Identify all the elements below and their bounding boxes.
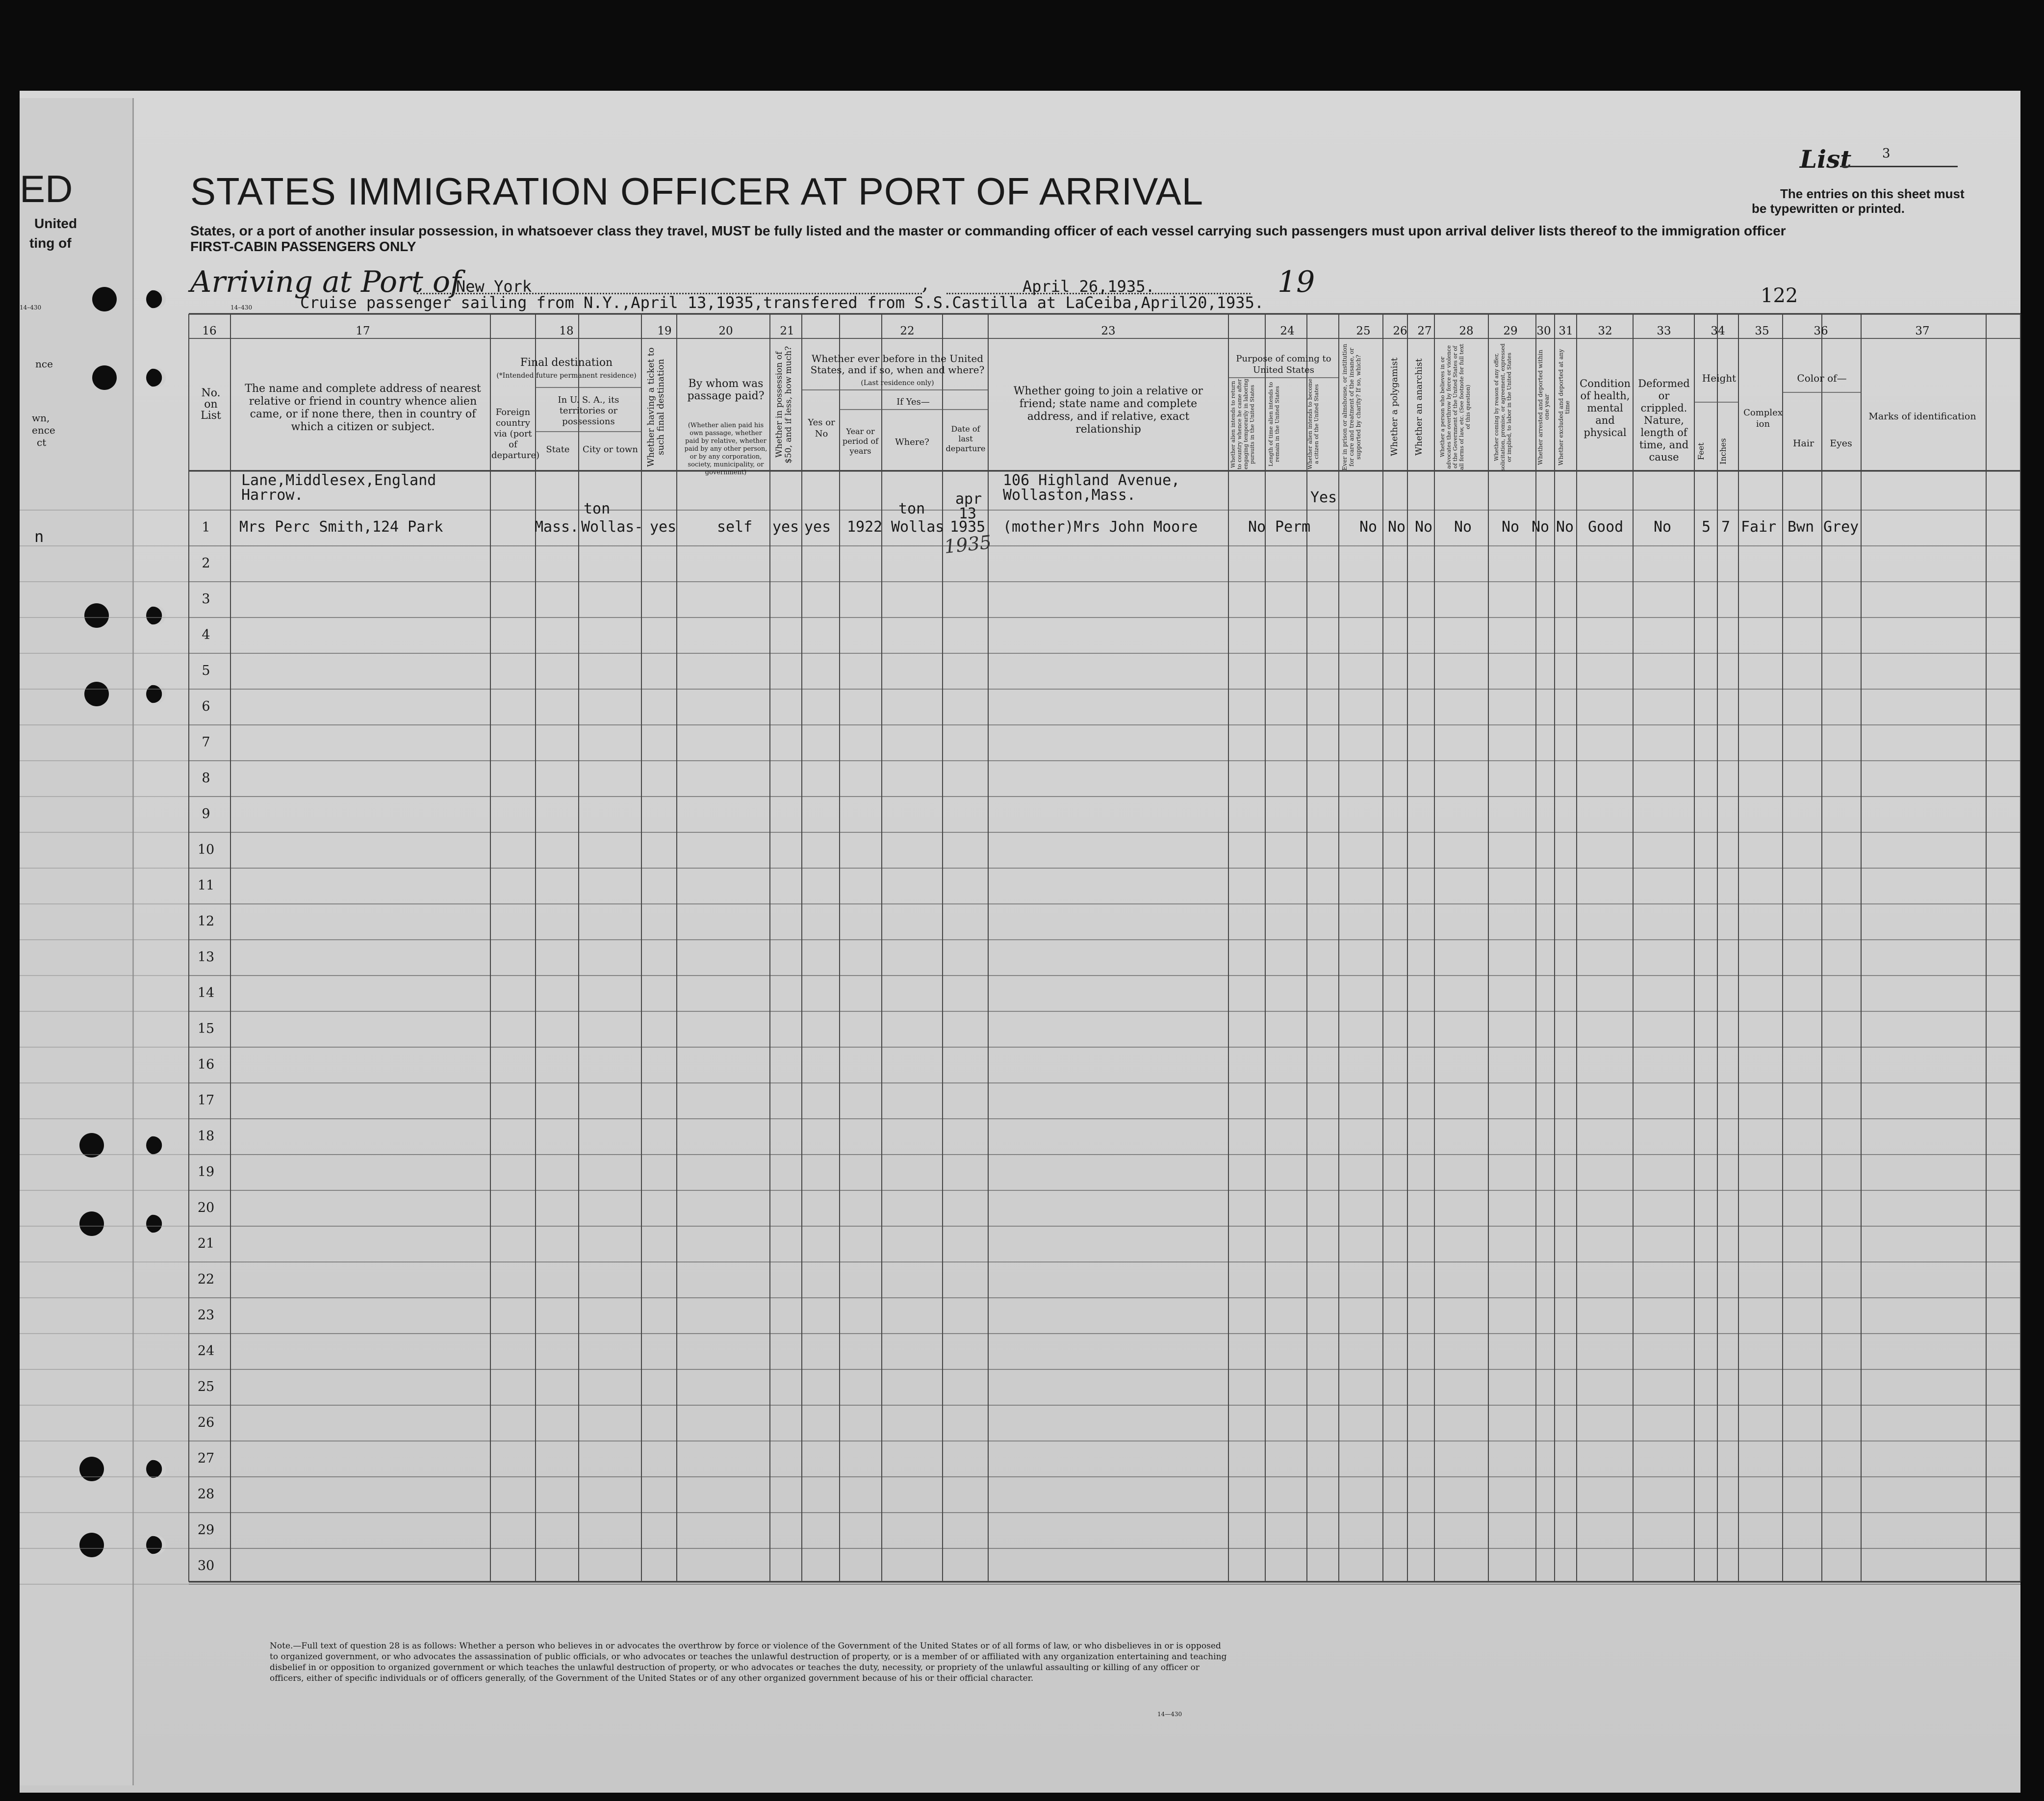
column-number: 33 bbox=[1657, 325, 1671, 337]
stub-text: n bbox=[34, 527, 44, 546]
year-value: 1922 bbox=[847, 518, 883, 536]
column-number: 16 bbox=[202, 325, 217, 337]
col33-header: Deformed or crippled. Nature, length of time, and cause bbox=[1638, 378, 1690, 463]
row-number: 2 bbox=[202, 556, 210, 571]
row-number: 8 bbox=[202, 771, 210, 786]
anarchist-value: No bbox=[1415, 518, 1433, 536]
stub-heading: ED bbox=[20, 167, 73, 210]
row-number: 26 bbox=[197, 1415, 215, 1430]
col34-inches: Inches bbox=[1718, 438, 1728, 464]
col36-hair: Hair bbox=[1792, 438, 1814, 449]
row-number: 4 bbox=[202, 627, 210, 643]
col25-header: Ever in prison or almshouse, or institution for care and treatment of the insane, or supported by charity? If so, which? bbox=[1341, 344, 1362, 470]
column-number: 30 bbox=[1536, 325, 1551, 337]
row-number: 17 bbox=[197, 1093, 215, 1108]
col18-usa: In U. S. A., its territories or possessions bbox=[558, 395, 619, 427]
row-number: 6 bbox=[202, 699, 210, 714]
form-code: 14–430 bbox=[20, 304, 42, 311]
col18-header: Final destination bbox=[520, 357, 613, 369]
stub-text: ence bbox=[32, 424, 55, 436]
col22-subheader: (Last residence only) bbox=[861, 379, 934, 387]
height-feet-value: 5 bbox=[1702, 518, 1711, 536]
col36-header: Color of— bbox=[1797, 372, 1847, 384]
col36-eyes: Eyes bbox=[1830, 438, 1852, 449]
arrested-value: No bbox=[1532, 518, 1550, 536]
paid-by-value: self bbox=[717, 518, 753, 536]
col22-ifyes: If Yes— bbox=[896, 397, 930, 407]
col35-header: Complexion bbox=[1743, 408, 1783, 429]
join-address-line1: 106 Highland Avenue, bbox=[1003, 472, 1180, 489]
row-number: 23 bbox=[197, 1308, 215, 1323]
column-number: 23 bbox=[1101, 325, 1116, 337]
col20-subheader: (Whether alien paid his own passage, whether paid by relative, whether paid by any other person, or by any corporation, society, municipality, or government) bbox=[684, 422, 767, 476]
row-number: 28 bbox=[197, 1487, 215, 1502]
list-number: 3 bbox=[1882, 146, 1891, 161]
fifty-value: yes bbox=[772, 518, 799, 536]
row-number: 12 bbox=[197, 914, 215, 929]
col22-date: Date of last departure bbox=[945, 424, 986, 453]
footnote: Note.—Full text of question 28 is as follows: Whether a person who believes in or advocates the overthrow by force or violence of the Government of the United States or of all forms of law, or who disbelieves in or is opposed to organized government, or who advocates the assassination of public officials, or who advocates or teaches the unlawful destruction of property, or is a member of or affiliated with any organization entertaining and teaching disbelief in or opposition to organized government or which teaches the unlawful destruction of property, or who advocates or teaches the duty, necessity, or propriety of the unlawful assaulting or killing of any officer or officers, either of specific individuals or of officers generally, of the Government of the United States or of any other organized government because of his or their official character. bbox=[270, 1641, 1227, 1683]
col16-header: No. on List bbox=[201, 387, 221, 422]
col24-return: Whether alien intends to return to country whence he came after engaging temporarily in laboring pursuits in the United States bbox=[1230, 379, 1255, 470]
column-number: 19 bbox=[657, 325, 672, 337]
col22-year: Year or period of years bbox=[843, 427, 878, 456]
page-title: STATES IMMIGRATION OFFICER AT PORT OF ARRIVAL bbox=[190, 170, 1204, 213]
comma: , bbox=[922, 272, 928, 295]
col18-state: State bbox=[546, 444, 570, 455]
year-prefix: 19 bbox=[1278, 265, 1315, 299]
col19-header: Whether having a ticket to such final destination bbox=[646, 347, 666, 467]
row-number: 27 bbox=[197, 1451, 215, 1466]
col37-header: Marks of identification bbox=[1868, 411, 1976, 422]
excluded-value: No bbox=[1556, 518, 1574, 536]
col21-header: Whether in possession of $50, and if less, how much? bbox=[774, 346, 793, 463]
row-number: 10 bbox=[197, 842, 215, 857]
departure-date-line3: 1935 bbox=[950, 518, 986, 536]
page-number: 122 bbox=[1761, 284, 1798, 307]
row-number: 18 bbox=[197, 1129, 215, 1144]
col18-city: City or town bbox=[583, 444, 638, 455]
col34-header: Height bbox=[1702, 372, 1737, 384]
deformed-value: No bbox=[1654, 518, 1672, 536]
col28-header: Whether a person who believes in or advocates the overthrow by force or violence of the Government of the United States or of all forms of law, etc. (See footnote for full text of this question) bbox=[1439, 344, 1471, 470]
row-number: 29 bbox=[197, 1522, 215, 1538]
row-number: 25 bbox=[197, 1379, 215, 1394]
destination-city-bottom: Wollas- bbox=[581, 518, 643, 536]
polygamist-value: No bbox=[1388, 518, 1406, 536]
departure-date-line1: apr bbox=[955, 490, 982, 508]
before-yes-value: yes bbox=[804, 518, 831, 536]
col18-subheader: (*Intended future permanent residence) bbox=[496, 372, 637, 380]
row-number: 3 bbox=[202, 592, 210, 607]
prison-value: No bbox=[1359, 518, 1378, 536]
col24-header: Purpose of coming to United States bbox=[1236, 354, 1331, 375]
join-address-line2: Wollaston,Mass. bbox=[1003, 487, 1136, 504]
eyes-value: Grey bbox=[1823, 518, 1859, 536]
col22-where: Where? bbox=[895, 437, 929, 447]
column-number: 36 bbox=[1814, 325, 1828, 337]
column-number: 32 bbox=[1598, 325, 1612, 337]
destination-state: Mass. bbox=[535, 518, 579, 536]
column-number: 25 bbox=[1356, 325, 1371, 337]
stub-text: United bbox=[34, 216, 77, 231]
column-number: 17 bbox=[356, 325, 370, 337]
footnote-code: 14—430 bbox=[1157, 1711, 1182, 1718]
row-number: 20 bbox=[197, 1200, 215, 1215]
column-number: 24 bbox=[1280, 325, 1295, 337]
row-number: 19 bbox=[197, 1164, 215, 1180]
hair-value: Bwn bbox=[1788, 518, 1814, 536]
intends-return-value: No bbox=[1248, 518, 1266, 536]
health-value: Good bbox=[1588, 518, 1624, 536]
port-value: New York bbox=[456, 277, 532, 296]
complexion-value: Fair bbox=[1741, 518, 1777, 536]
row-number: 11 bbox=[197, 878, 215, 893]
stub-text: wn, bbox=[32, 412, 50, 424]
column-number: 29 bbox=[1503, 325, 1518, 337]
where-bottom: Wollas bbox=[891, 518, 945, 536]
column-number: 28 bbox=[1459, 325, 1474, 337]
col22-header: Whether ever before in the United States, and if so, when and where? bbox=[810, 353, 985, 376]
overthrow-value: No bbox=[1454, 518, 1472, 536]
col23-header: Whether going to join a relative or friend; state name and complete address, and if relative, exact relationship bbox=[1013, 385, 1203, 436]
departure-date-line2: 13 bbox=[959, 505, 977, 522]
row-number: 16 bbox=[197, 1057, 215, 1072]
header-subtitle: States, or a port of another insular possession, in whatsoever class they travel, MUST be fully listed and the master or commanding officer of each vessel carrying such passengers must upon arrival deliver lists thereof to the immigration officer bbox=[190, 223, 1786, 238]
labor-offer-value: No bbox=[1502, 518, 1520, 536]
typewritten-note: be typewritten or printed. bbox=[1752, 201, 1905, 216]
length-of-stay-value: Perm bbox=[1275, 518, 1311, 536]
col29-header: Whether coming by reason of any offer, solicitation, promise, or agreement, expressed or implied, to labor in the United States bbox=[1493, 343, 1512, 471]
column-number: 31 bbox=[1559, 325, 1573, 337]
row-number: 13 bbox=[197, 950, 215, 965]
col24-length: Length of time alien intends to remain in the United States bbox=[1268, 382, 1280, 467]
col18-foreign: Foreign country via (port of departure) bbox=[491, 407, 540, 461]
column-number: 20 bbox=[718, 325, 733, 337]
column-number: 35 bbox=[1755, 325, 1769, 337]
row-number: 5 bbox=[202, 663, 210, 678]
relative-address-line3: Mrs Perc Smith,124 Park bbox=[239, 518, 443, 536]
header-subtitle-passengers: FIRST-CABIN PASSENGERS ONLY bbox=[190, 239, 416, 254]
relative-address-line1: Lane,Middlesex,England bbox=[241, 472, 436, 489]
col30-header: Whether arrested and deported within one year bbox=[1537, 349, 1550, 465]
col31-header: Whether excluded and deported at any time bbox=[1558, 349, 1571, 465]
col32-header: Condition of health, mental and physical bbox=[1580, 378, 1631, 438]
stub-text: ting of bbox=[29, 235, 72, 251]
stub-text: ct bbox=[37, 437, 47, 448]
form-code: 14–430 bbox=[230, 304, 253, 311]
col27-header: Whether an anarchist bbox=[1414, 358, 1424, 456]
row-number: 9 bbox=[202, 806, 210, 822]
handwritten-date: 1935 bbox=[943, 531, 993, 558]
column-number: 37 bbox=[1915, 325, 1930, 337]
column-number: 34 bbox=[1711, 325, 1725, 337]
col22-yesno: Yes or No bbox=[808, 417, 835, 439]
ticket-value: yes bbox=[650, 518, 677, 536]
citizen-value: Yes bbox=[1310, 489, 1337, 506]
column-number: 21 bbox=[780, 325, 794, 337]
destination-city-top: ton bbox=[584, 500, 611, 517]
column-number: 18 bbox=[559, 325, 574, 337]
row-number: 24 bbox=[197, 1343, 215, 1359]
cruise-note: Cruise passenger sailing from N.Y.,April 13,1935,transfered from S.S.Castilla at LaCeiba,April20,1935. bbox=[300, 293, 1264, 312]
list-label: List bbox=[1800, 145, 1852, 174]
stub-text: nce bbox=[35, 358, 53, 370]
row-number: 1 bbox=[202, 520, 210, 535]
row-number: 22 bbox=[197, 1272, 215, 1287]
row-number: 7 bbox=[202, 735, 210, 750]
row-number: 21 bbox=[197, 1236, 215, 1251]
column-number: 22 bbox=[900, 325, 915, 337]
col34-feet: Feet bbox=[1696, 442, 1706, 460]
col20-header: By whom was passage paid? bbox=[687, 378, 765, 402]
join-relative: (mother)Mrs John Moore bbox=[1003, 518, 1198, 536]
col17-header: The name and complete address of nearest relative or friend in country whence alien came, or if none there, then in country of which a citizen or subject. bbox=[245, 383, 481, 433]
column-number: 27 bbox=[1417, 325, 1432, 337]
where-top: ton bbox=[898, 500, 925, 517]
arriving-label: Arriving at Port of bbox=[190, 265, 461, 299]
relative-address-line2: Harrow. bbox=[241, 487, 304, 504]
column-number: 26 bbox=[1393, 325, 1407, 337]
row-number: 14 bbox=[197, 985, 215, 1001]
height-inches-value: 7 bbox=[1721, 518, 1731, 536]
col24-citizen: Whether alien intends to become a citizen of the United States bbox=[1307, 379, 1320, 470]
row-number: 15 bbox=[197, 1021, 215, 1036]
col26-header: Whether a polygamist bbox=[1389, 358, 1400, 457]
typewritten-note: The entries on this sheet must bbox=[1780, 186, 1965, 201]
arrival-date: April 26,1935. bbox=[1022, 277, 1155, 296]
row-number: 30 bbox=[197, 1558, 215, 1573]
